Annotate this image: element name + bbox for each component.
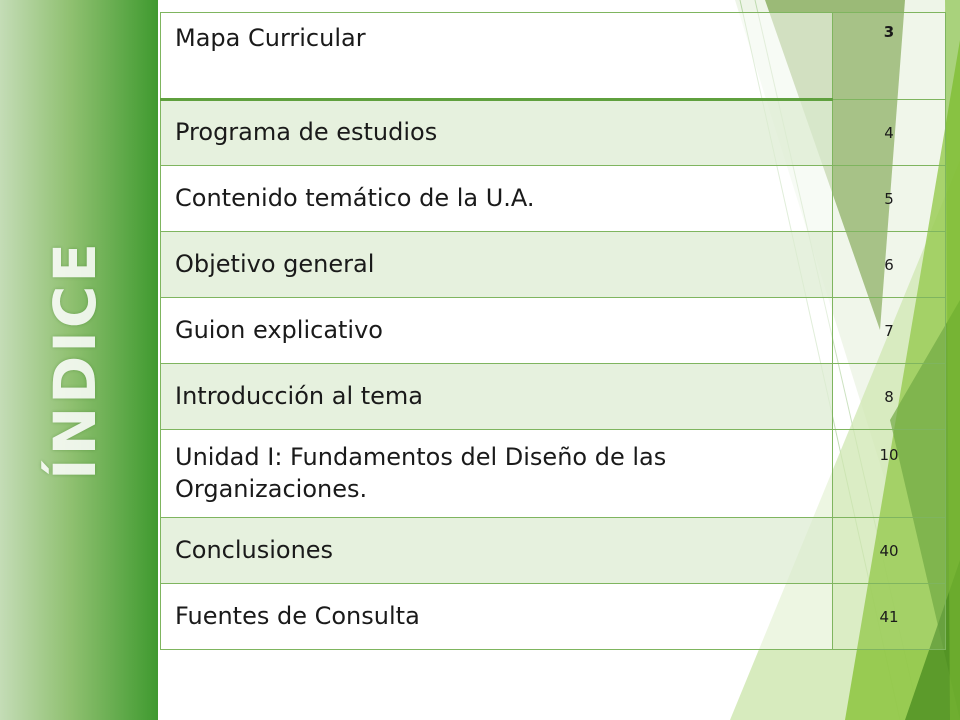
toc-entry-title: Fuentes de Consulta (161, 584, 833, 650)
toc-entry-page: 3 (833, 13, 946, 100)
toc-entry-title: Programa de estudios (161, 100, 833, 166)
toc-row (161, 584, 946, 650)
toc-row (161, 166, 946, 232)
toc-entry-page: 10 (833, 430, 946, 518)
toc-row (161, 518, 946, 584)
toc-entry-title: Introducción al tema (161, 364, 833, 430)
index-title: ÍNDICE (41, 239, 109, 481)
toc-entry-title: Unidad I: Fundamentos del Diseño de las Organizaciones. (161, 430, 833, 518)
toc-entry-page: 5 (833, 166, 946, 232)
toc-entry-page: 6 (833, 232, 946, 298)
toc-row (161, 100, 946, 166)
toc-entry-title: Conclusiones (161, 518, 833, 584)
toc-entry-page: 40 (833, 518, 946, 584)
toc-entry-title: Mapa Curricular (161, 13, 833, 100)
toc-row (161, 232, 946, 298)
toc-row (161, 13, 946, 100)
toc-entry-page: 4 (833, 100, 946, 166)
toc-entry-title: Objetivo general (161, 232, 833, 298)
toc-entry-page: 8 (833, 364, 946, 430)
toc-row (161, 364, 946, 430)
toc-entry-page: 7 (833, 298, 946, 364)
toc-entry-title: Contenido temático de la U.A. (161, 166, 833, 232)
toc-row (161, 298, 946, 364)
toc-table (160, 12, 946, 650)
toc-entry-title: Guion explicativo (161, 298, 833, 364)
toc-row (161, 430, 946, 518)
toc-entry-page: 41 (833, 584, 946, 650)
